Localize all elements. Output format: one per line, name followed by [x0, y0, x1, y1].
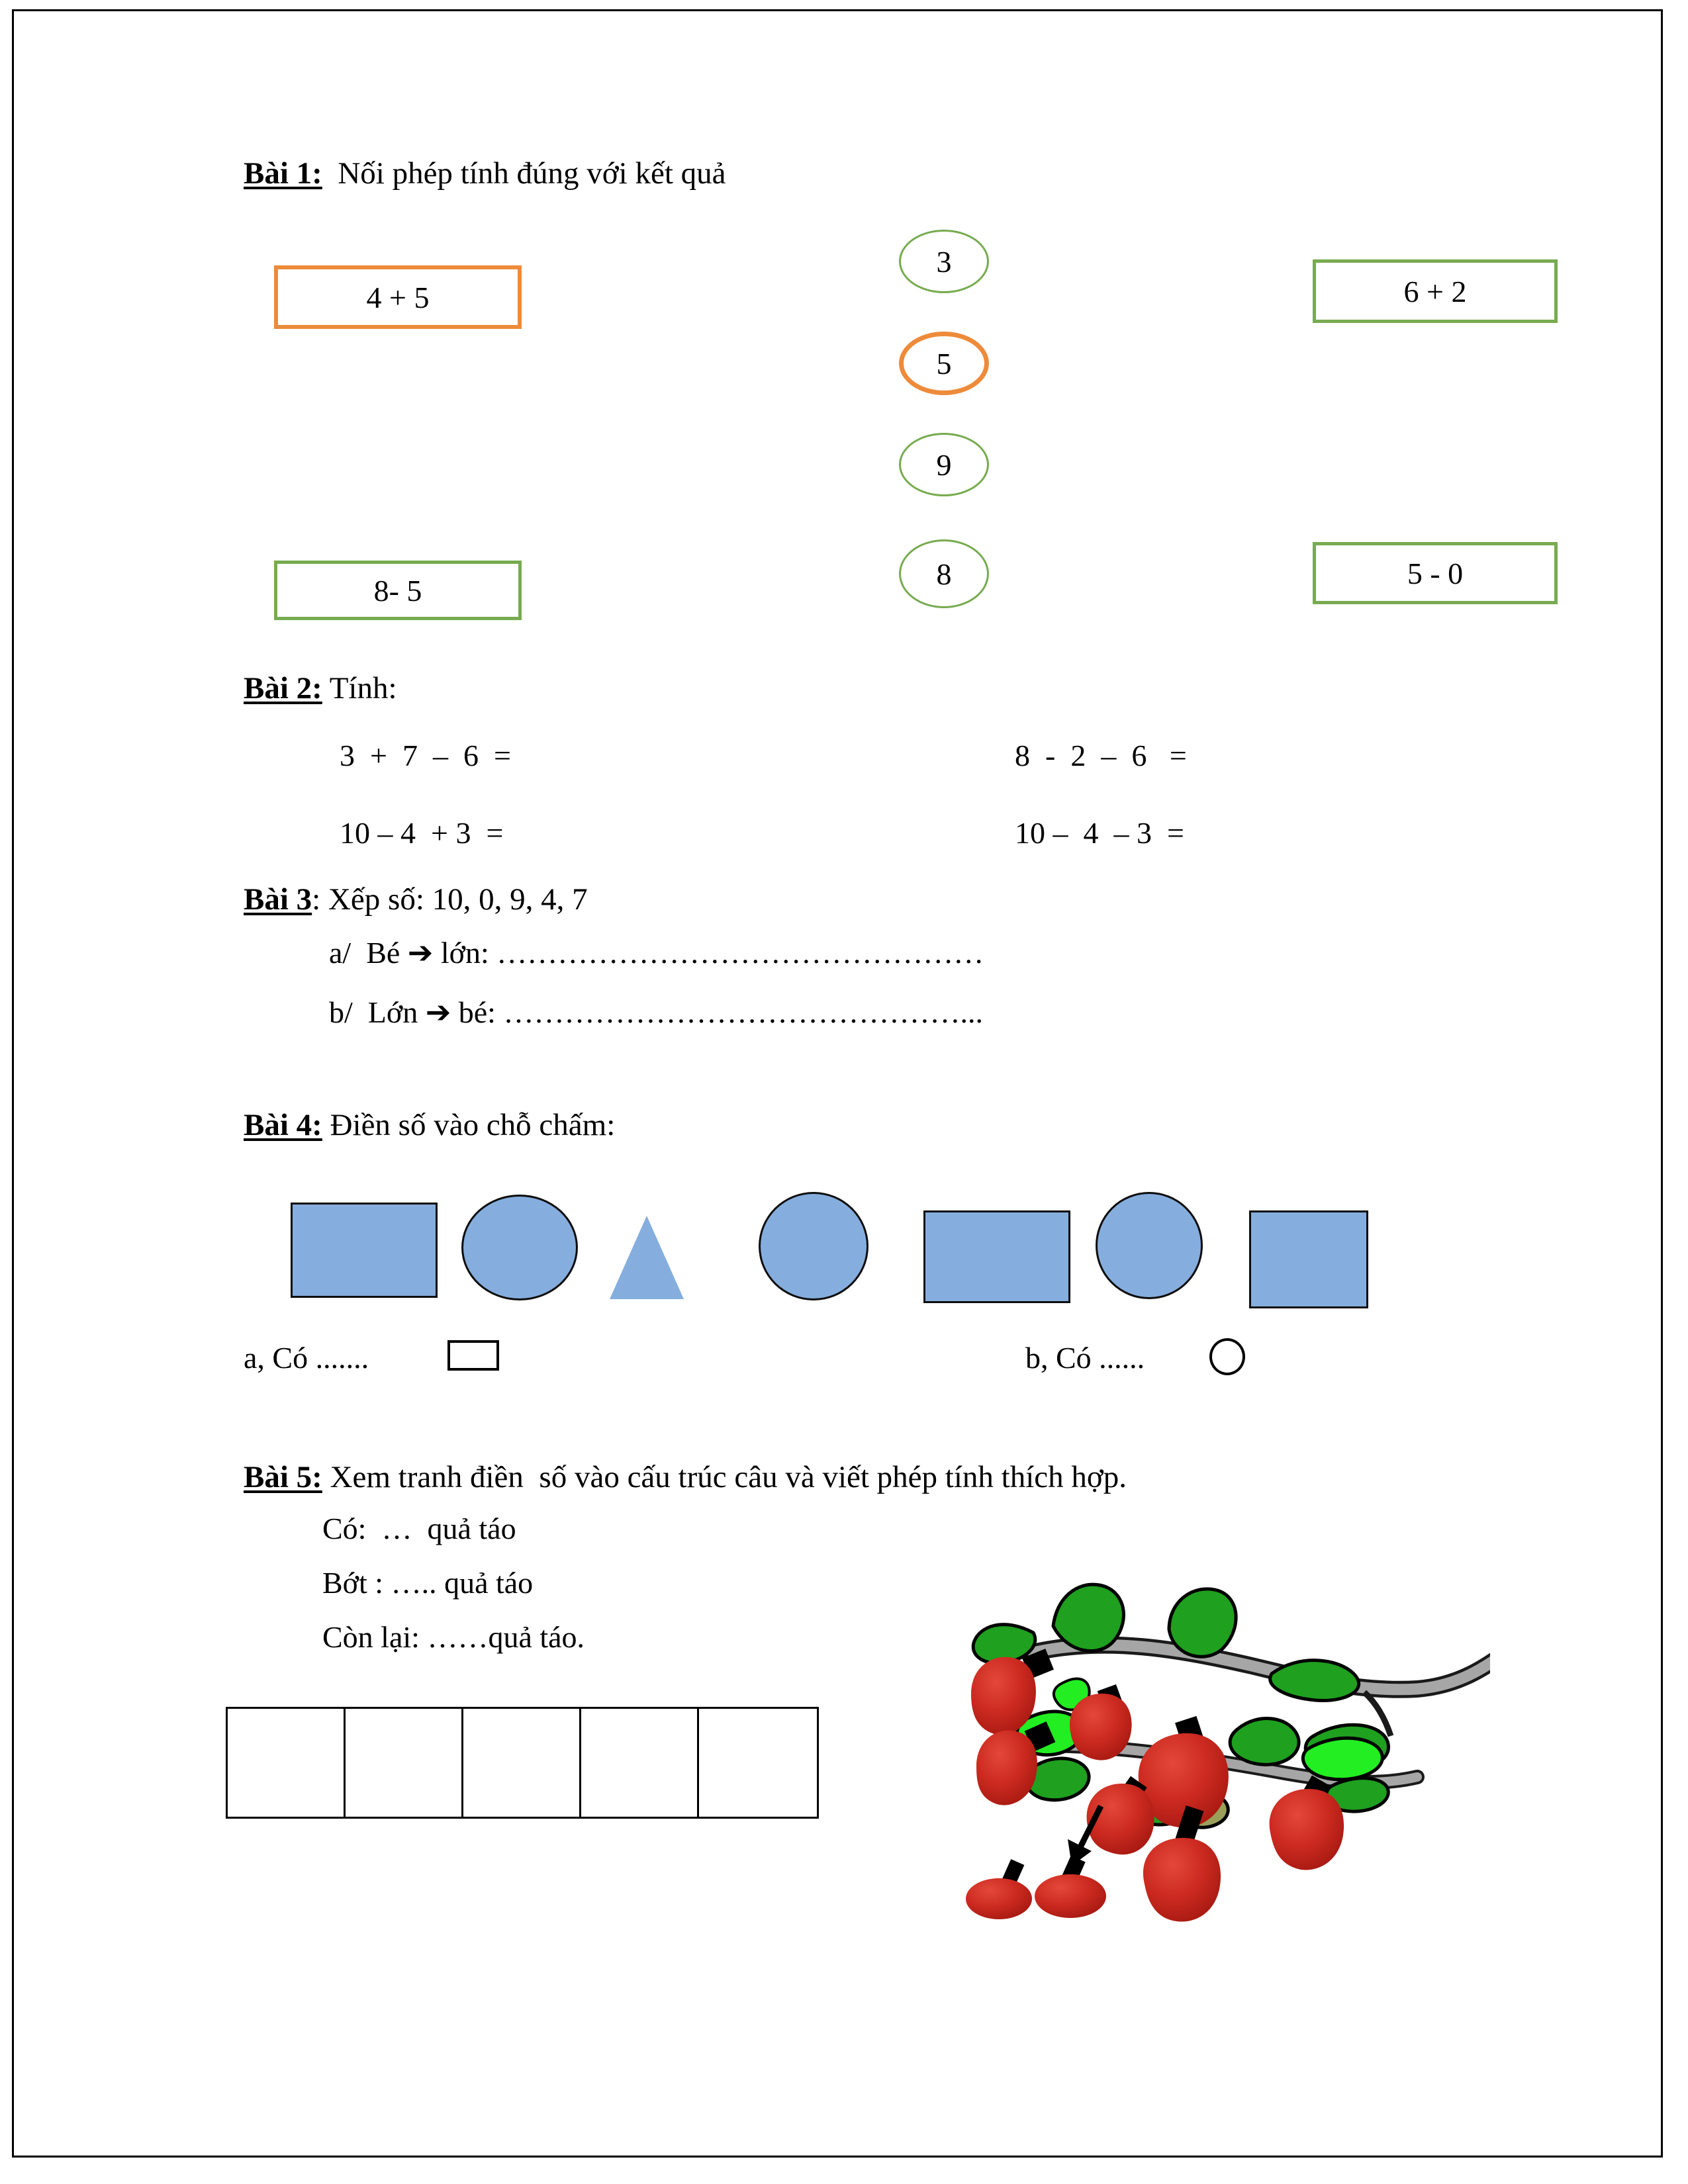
answer-grid-cell[interactable]: [463, 1709, 581, 1817]
answer-grid-cell[interactable]: [581, 1709, 699, 1817]
circle-icon: [1209, 1338, 1245, 1375]
bai4-shape-circle-2: [759, 1192, 868, 1300]
bai1-right-box-0-text: 6 + 2: [1403, 274, 1467, 308]
bai2-equation-0[interactable]: 3 + 7 – 6 =: [340, 739, 511, 772]
bai2-instruction: Tính:: [322, 671, 397, 705]
bai3-heading: [244, 884, 588, 915]
answer-grid-cell[interactable]: [228, 1709, 346, 1817]
bai3-line-a[interactable]: a/ Bé ➔ lớn: …………………………………………: [329, 936, 984, 970]
bai1-instruction: Nối phép tính đúng với kết quả: [322, 156, 726, 191]
fallen-apples-group: [921, 1765, 1265, 1944]
bai1-oval-1[interactable]: [899, 332, 989, 395]
bai1-left-box-0-text: 4 + 5: [366, 280, 430, 314]
bai4-shape-circle-3: [1096, 1192, 1203, 1299]
bai1-oval-0-text: 3: [936, 244, 952, 279]
bai1-oval-3-text: 8: [936, 557, 952, 591]
worksheet-content: [14, 11, 1661, 2156]
rectangle-icon: [447, 1340, 499, 1371]
bai1-left-box-1-text: 8- 5: [373, 573, 422, 608]
bai3-instruction: : Xếp số: 10, 0, 9, 4, 7: [312, 882, 588, 917]
bai1-right-box-0[interactable]: [1313, 259, 1558, 323]
bai4-shape-rectangle-2: [923, 1210, 1070, 1303]
bai1-right-box-1-text: 5 - 0: [1407, 556, 1464, 590]
bai1-left-box-1[interactable]: [274, 561, 522, 620]
bai4-shape-circle-1: [461, 1195, 578, 1300]
bai1-oval-2-text: 9: [936, 447, 952, 482]
bai2-label: Bài 2:: [244, 671, 322, 705]
bai1-right-box-1[interactable]: [1313, 542, 1558, 604]
bai1-label: Bài 1:: [244, 156, 322, 191]
bai1-oval-3[interactable]: [899, 539, 989, 608]
bai1-heading: [244, 158, 726, 189]
bai1-left-box-0[interactable]: [274, 265, 522, 329]
bai5-label: Bài 5:: [244, 1460, 322, 1494]
bai2-heading: [244, 673, 397, 704]
fallen-apple: [1035, 1856, 1106, 1918]
bai5-line-1[interactable]: Bớt : ….. quả táo: [322, 1566, 534, 1600]
bai1-oval-1-text: 5: [936, 346, 952, 381]
bai5-instruction: Xem tranh điền số vào cấu trúc câu và viết phép tính thích hợp.: [322, 1460, 1127, 1494]
bai5-line-0[interactable]: Có: … quả táo: [322, 1512, 516, 1545]
bai4-shape-square: [1249, 1210, 1368, 1308]
fallen-apple: [966, 1859, 1032, 1919]
bai1-oval-2[interactable]: [899, 433, 989, 496]
answer-grid[interactable]: [226, 1707, 819, 1819]
bai5-heading: [244, 1462, 1127, 1493]
bai4-instruction: Điền số vào chỗ chấm:: [322, 1108, 616, 1142]
bai2-equation-3[interactable]: 10 – 4 – 3 =: [1015, 816, 1184, 850]
bai4-shape-rectangle-1: [291, 1203, 438, 1298]
bai4-label: Bài 4:: [244, 1108, 322, 1142]
answer-grid-cell[interactable]: [699, 1709, 817, 1817]
bai4-answer-b-label[interactable]: b, Có ......: [1025, 1341, 1145, 1375]
bai4-answer-a-label[interactable]: a, Có .......: [244, 1341, 369, 1375]
worksheet-page: [12, 9, 1663, 2158]
bai3-label: Bài 3: [244, 882, 312, 917]
bai4-heading: [244, 1110, 615, 1141]
bai4-shape-triangle: [610, 1216, 684, 1299]
bai2-equation-1[interactable]: 8 - 2 – 6 =: [1015, 739, 1187, 772]
bai1-oval-0[interactable]: [899, 230, 989, 293]
bai5-line-2[interactable]: Còn lại: ……quả táo.: [322, 1620, 585, 1654]
answer-grid-cell[interactable]: [346, 1709, 463, 1817]
bai3-line-b[interactable]: b/ Lớn ➔ bé: ………………………………………...: [329, 995, 983, 1029]
bai2-equation-2[interactable]: 10 – 4 + 3 =: [340, 816, 504, 850]
